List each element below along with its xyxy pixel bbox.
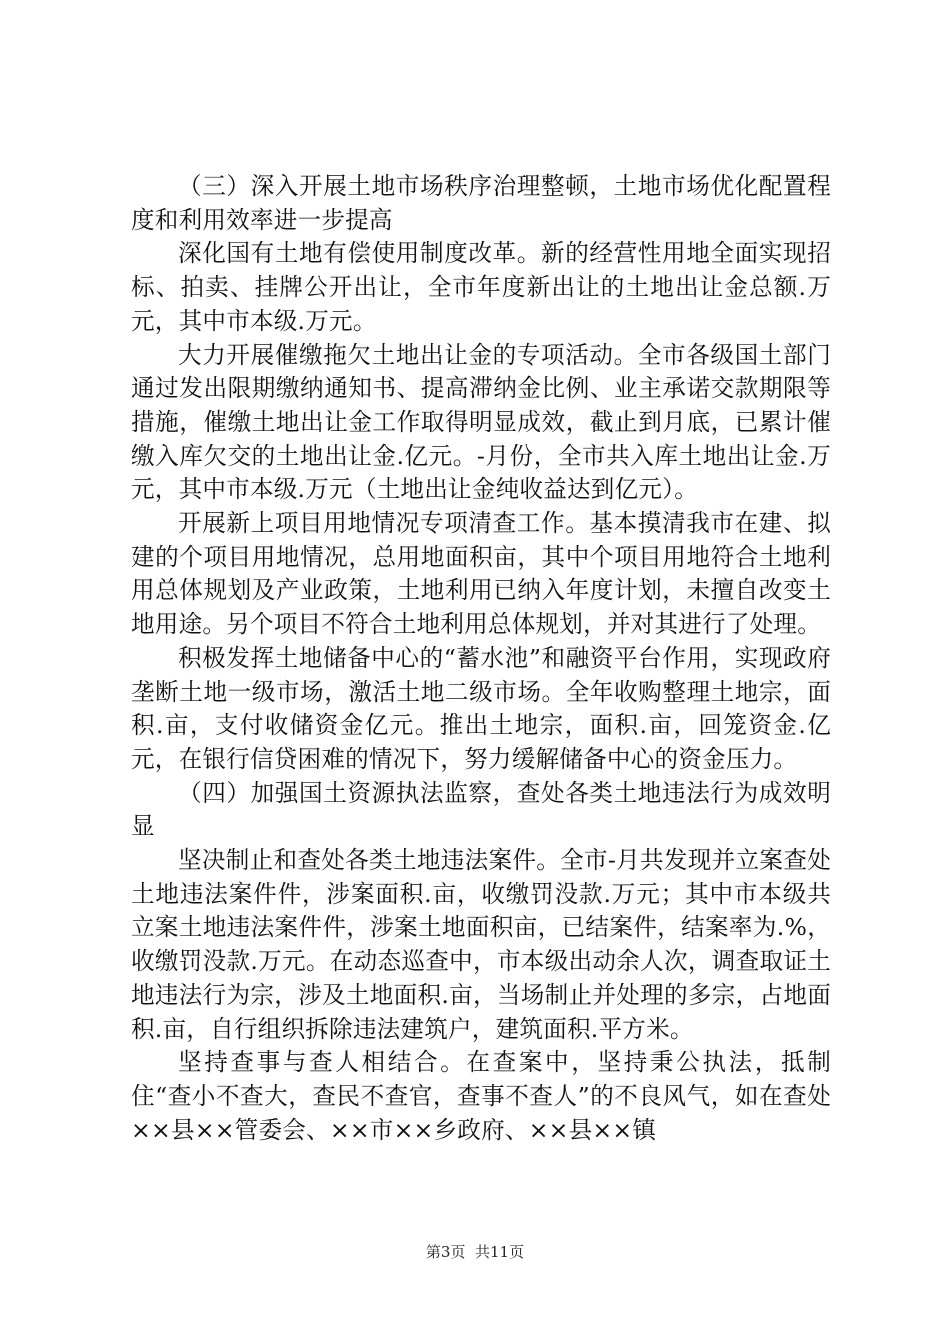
body-paragraph: 大力开展催缴拖欠土地出让金的专项活动。全市各级国土部门通过发出限期缴纳通知书、提高滞纳金比例、业主承诺交款期限等措施，催缴土地出让金工作取得明显成效，截止到月底，已累计催缴入库欠交的土地出让金.亿元。-月份，全市共入库土地出让金.万元，其中市本级.万元（土地出让金纯收益达到亿元）。 bbox=[131, 340, 831, 504]
body-paragraph: 积极发挥土地储备中心的“蓄水池”和融资平台作用，实现政府垄断土地一级市场，激活土地二级市场。全年收购整理土地宗，面积.亩，支付收储资金亿元。推出土地宗，面积.亩，回笼资金.亿元，在银行信贷困难的情况下，努力缓解储备中心的资金压力。 bbox=[131, 643, 831, 773]
section-heading-4: （四）加强国土资源执法监察，查处各类土地违法行为成效明显 bbox=[131, 778, 831, 841]
body-paragraph: 开展新上项目用地情况专项清查工作。基本摸清我市在建、拟建的个项目用地情况，总用地面积亩，其中个项目用地符合土地利用总体规划及产业政策，土地利用已纳入年度计划，未擅自改变土地用途。另个项目不符合土地利用总体规划，并对其进行了处理。 bbox=[131, 509, 831, 639]
body-paragraph: 坚持查事与查人相结合。在查案中，坚持秉公执法，抵制住“查小不查大，查民不查官，查事不查人”的不良风气，如在查处××县××管委会、××市××乡政府、××县××镇 bbox=[131, 1048, 831, 1144]
page-footer bbox=[0, 1242, 950, 1262]
section-heading-3: （三）深入开展土地市场秩序治理整顿，土地市场优化配置程度和利用效率进一步提高 bbox=[131, 172, 831, 234]
page-number-label: 第3页 共11页 bbox=[425, 1243, 525, 1261]
document-body bbox=[131, 170, 831, 1147]
body-paragraph: 深化国有土地有偿使用制度改革。新的经营性用地全面实现招标、拍卖、挂牌公开出让，全市年度新出让的土地出让金总额.万元，其中市本级.万元。 bbox=[131, 239, 831, 335]
body-paragraph: 坚决制止和查处各类土地违法案件。全市-月共发现并立案查处土地违法案件件，涉案面积.亩，收缴罚没款.万元；其中市本级共立案土地违法案件件，涉案土地面积亩，已结案件，结案率为.%，收缴罚没款.万元。在动态巡查中，市本级出动余人次，调查取证土地违法行为宗，涉及土地面积.亩，当场制止并处理的多宗，占地面积.亩，自行组织拆除违法建筑户，建筑面积.平方米。 bbox=[131, 846, 831, 1043]
